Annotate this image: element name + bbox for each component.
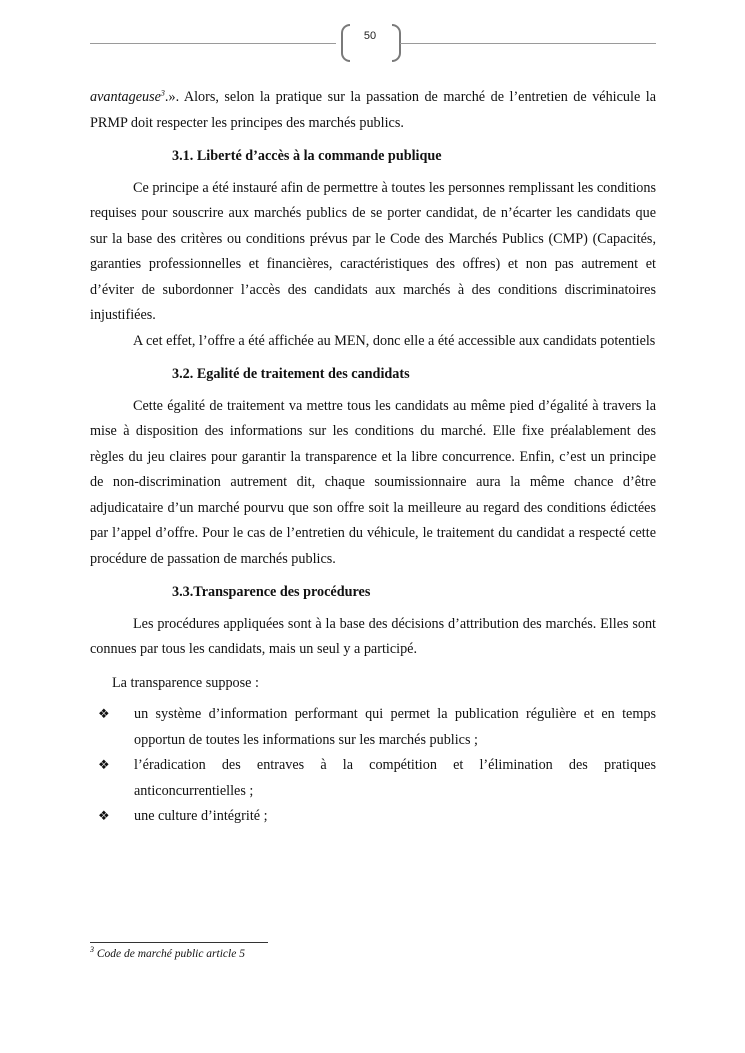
list-item xyxy=(90,702,656,753)
continuation-italic-word: avantageuse xyxy=(90,89,161,105)
list-item-text: un système d’information performant qui permet la publication régulière et en temps opportun de toutes les informations sur les marchés publics ; xyxy=(134,706,656,748)
footnote-separator xyxy=(90,942,268,943)
page-header xyxy=(90,22,656,66)
section-2-paragraph-1: Cette égalité de traitement va mettre tous les candidats au même pied d’égalité à travers la mise à disposition des informations sur les conditions du marché. Elle fixe préalablement des règles du jeu claires pour garantir la transparence et la libre concurrence. Enfin, c’est un principe de non-discrimination autrement dit, chaque soumissionnaire aura la même chance d’être adjudicataire d’un marché pourvu que son offre soit la meilleure au regard des conditions édictées par l’appel d’offre. Pour le cas de l’entretien du véhicule, le traitement du candidat a respecté cette procédure de passation de marchés publics. xyxy=(90,397,656,567)
section-heading-2: 3.2. Egalité de traitement des candidats xyxy=(172,366,410,382)
section-heading-1: 3.1. Liberté d’accès à la commande publique xyxy=(172,148,442,164)
continuation-text: .». Alors, selon la pratique sur la passation de marché de l’entretien de véhicule la PRMP doit respecter les principes des marchés publics. xyxy=(90,89,656,131)
transparency-list xyxy=(90,702,656,830)
list-item xyxy=(90,753,656,804)
left-bracket-icon xyxy=(341,24,350,62)
continuation-paragraph xyxy=(90,85,656,136)
transparency-intro: La transparence suppose : xyxy=(112,674,259,691)
footnote-text: Code de marché public article 5 xyxy=(96,948,245,960)
footnote-number: 3 xyxy=(90,945,94,955)
section-1-paragraph-1: Ce principe a été instauré afin de permettre à toutes les personnes remplissant les conditions requises pour souscrire aux marchés publics de se porter candidat, de n’écarter les candidats que sur la base des critères ou conditions prévus par le Code des Marchés Publics (CMP) (Capacités, garanties professionnelles et financières, caractéristiques des offres) et non pas autrement et d’éviter de subordonner l’accès des candidats aux marchés à des conditions discriminatoires injustifiées. xyxy=(90,179,656,323)
header-rule-left xyxy=(90,43,336,44)
list-item xyxy=(90,804,656,830)
diamond-bullet-icon: ❖ xyxy=(98,809,110,824)
diamond-bullet-icon: ❖ xyxy=(98,707,110,722)
list-item-text: l’éradication des entraves à la compétition et l’élimination des pratiques anticoncurrentielles ; xyxy=(134,757,656,799)
footnote xyxy=(90,945,656,960)
section-heading-3: 3.3.Transparence des procédures xyxy=(172,584,371,600)
section-1-paragraph-2: A cet effet, l’offre a été affichée au MEN, donc elle a été accessible aux candidats potentiels xyxy=(133,332,656,349)
page-number: 50 xyxy=(363,30,377,42)
page-body xyxy=(90,85,656,830)
diamond-bullet-icon: ❖ xyxy=(98,758,110,773)
section-3-paragraph-1: Les procédures appliquées sont à la base des décisions d’attribution des marchés. Elles sont connues par tous les candidats, mais un seul y a participé. xyxy=(90,615,656,657)
footnote-reference: 3 xyxy=(160,88,165,98)
header-rule-right xyxy=(400,43,656,44)
list-item-text: une culture d’intégrité ; xyxy=(134,808,268,824)
